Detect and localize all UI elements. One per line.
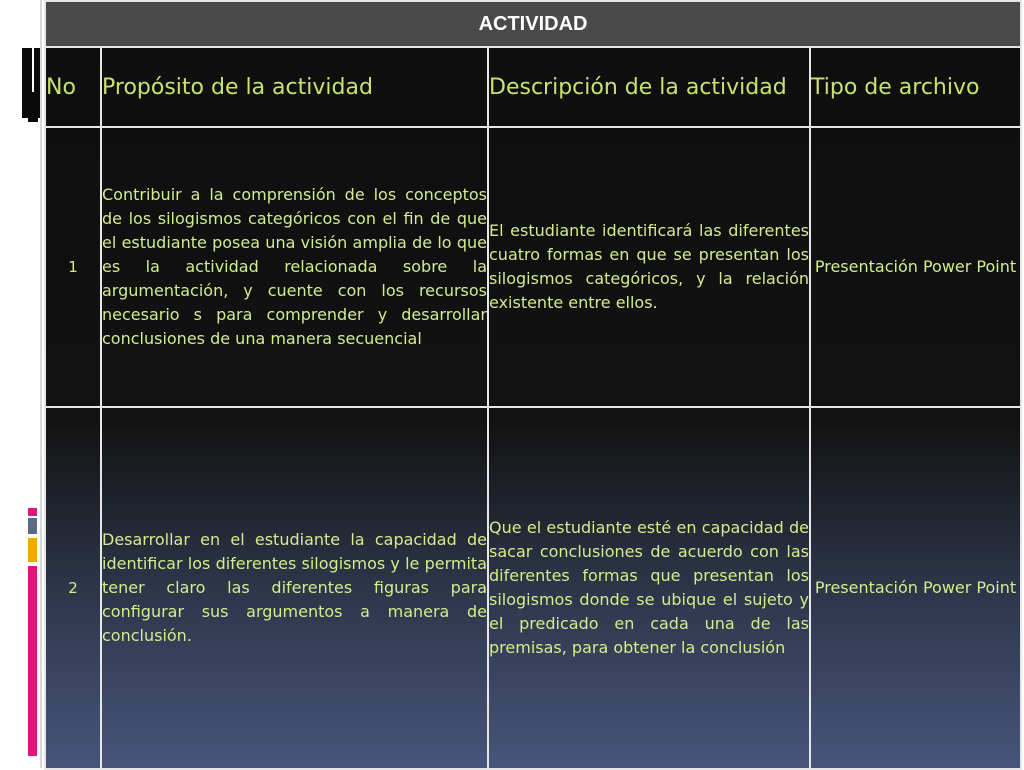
header-no: No <box>45 47 101 127</box>
row-number: 2 <box>45 407 101 769</box>
tipo-cell: Presentación Power Point <box>810 407 1021 769</box>
deco-bar-pink-long <box>28 566 37 756</box>
activity-table <box>44 0 1022 770</box>
tipo-cell: Presentación Power Point <box>810 127 1021 407</box>
table-title: ACTIVIDAD <box>45 1 1021 47</box>
header-descripcion: Descripción de la actividad <box>488 47 810 127</box>
deco-bar-slate <box>28 518 37 534</box>
table-row <box>45 407 1021 769</box>
proposito-cell: Desarrollar en el estudiante la capacidad de identificar los diferentes silogismos y le permita tener claro las diferentes figuras para configurar sus argumentos a manera de conclusión. <box>101 407 488 769</box>
proposito-cell: Contribuir a la comprensión de los conceptos de los silogismos categóricos con el fin de que el estudiante posea una visión amplia de lo que es la actividad relacionada sobre la argumentación, y cuente con los recursos necesario s para comprender y desarrollar conclusiones de una manera secuencial <box>101 127 488 407</box>
deco-bar-orange <box>28 538 37 562</box>
row-number: 1 <box>45 127 101 407</box>
descripcion-cell: El estudiante identificará las diferentes cuatro formas en que se presentan los silogismos categóricos, y la relación existente entre ellos. <box>488 127 810 407</box>
deco-bar-pink-small <box>28 508 37 516</box>
header-proposito: Propósito de la actividad <box>101 47 488 127</box>
left-decoration <box>0 0 44 768</box>
header-tipo: Tipo de archivo <box>810 47 1021 127</box>
descripcion-cell: Que el estudiante esté en capacidad de sacar conclusiones de acuerdo con las diferentes formas que presentan los silogismos donde se ubique el sujeto y el predicado en cada una de las premisas, para obtener la conclusión <box>488 407 810 769</box>
deco-bar-top-2 <box>22 48 32 118</box>
deco-divider-line <box>40 0 42 768</box>
table-row <box>45 127 1021 407</box>
